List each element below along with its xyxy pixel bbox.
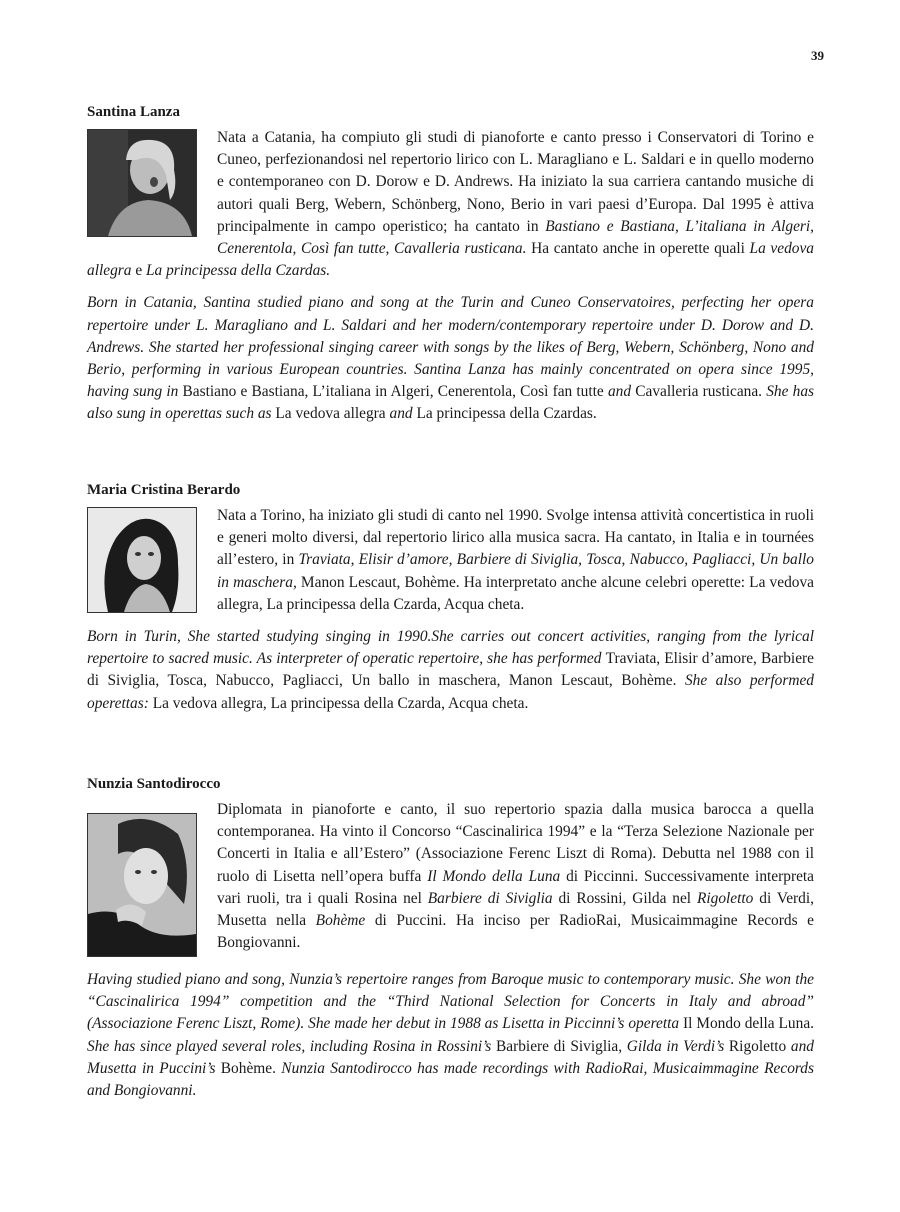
bio-text-segment: La principessa della Czardas.: [146, 262, 331, 280]
bio-text-segment: Nunzia Santodirocco has made recordings with RadioRai, Musicaimmagine Records and Bongiovanni.: [87, 1059, 814, 1100]
bio-name: Maria Cristina Berardo: [87, 482, 241, 498]
bio-text-segment: Having studied piano and song, Nunzia’s repertoire ranges from Baroque music to contemporary music. She won the “Cascinalirica 1994” competition and the “Third National Selection for Concerts in Italy and abroad” (Associazione Ferenc Liszt, Rome). She made her debut in 1988 as Lisetta in Piccinni’s operetta: [87, 971, 814, 1033]
bio-italian-text: [87, 127, 814, 282]
bio-maria-cristina-berardo: [87, 482, 814, 715]
bio-italian-text: [87, 505, 814, 616]
bio-text-segment: She has also sung in operettas such as: [87, 383, 815, 423]
bio-text-segment: La vedova allegra: [87, 240, 814, 280]
bio-text-segment: Manon Lescaut, Bohème. Ha interpretato anche alcune celebri operette: La vedova allegra, La principessa della Czarda, Acqua cheta.: [217, 573, 814, 613]
bio-english-text: [87, 969, 814, 1102]
bio-text-segment: Born in Turin, She started studying singing in 1990.She carries out concert activities, ranging from the lyrical repertoire to sacred music. As interpreter of operatic repertoire, she has performed: [87, 628, 814, 668]
bio-text-segment: Bastiano e Bastiana, L’italiana in Algeri, Cenerentola, Così fan tutte, Cavalleria rusticana.: [217, 217, 815, 258]
bio-santina-lanza: [87, 104, 814, 426]
bio-text-segment: di Rossini, Gilda nel: [552, 889, 697, 907]
bio-text-segment: Traviata, Elisir d’amore, Barbiere di Siviglia, Tosca, Nabucco, Pagliacci, Un ballo in maschera,: [217, 551, 814, 591]
bio-name: Santina Lanza: [87, 104, 180, 120]
bio-italian-text: [87, 799, 814, 959]
bio-text-segment: Nata a Torino, ha iniziato gli studi di canto nel 1990. Svolge intensa attività concertistica in ruoli e generi molto diversi, dal repertorio lirico alla musica sacra. Ha cantato, in Italia e in tournées all’estero, in: [217, 507, 814, 569]
bio-text-segment: Traviata, Elisir d’amore, Barbiere di Siviglia, Tosca, Nabucco, Pagliacci, Un ballo in maschera, Manon Lescaut, Bohème.: [87, 650, 814, 690]
portrait-photo: [87, 507, 197, 613]
bio-name: Nunzia Santodirocco: [87, 776, 221, 792]
bio-english-text: [87, 626, 814, 715]
bio-text-segment: Barbiere di Siviglia,: [496, 1037, 623, 1055]
bio-text-segment: Ha cantato anche in operette quali: [526, 240, 750, 258]
bio-text-segment: and: [385, 405, 417, 423]
bio-nunzia-santodirocco: [87, 776, 814, 1102]
bio-text-segment: Rigoletto: [728, 1037, 787, 1055]
bio-text-segment: di Puccini. Ha inciso per RadioRai, Musicaimmagine Records e Bongiovanni.: [217, 912, 814, 952]
portrait-photo: [87, 813, 197, 957]
bio-text-segment: Bohème: [315, 912, 366, 930]
bio-text-segment: and: [603, 383, 636, 401]
bio-text-segment: Born in Catania, Santina studied piano and song at the Turin and Cuneo Conservatoires, perfecting her opera repertoire under L. Maragliano and L. Saldari and her modern/contemporary repertoire under D. Dorow and D. Andrews. She started her professional singing career with songs by the likes of Berg, Webern, Schönberg, Nono and Berio, performing in various European countries. Santina Lanza has mainly concentrated on opera since 1995, having sung in: [87, 294, 814, 401]
bio-text-segment: La vedova allegra: [275, 405, 386, 423]
bio-text-segment: Barbiere di Siviglia: [427, 889, 553, 907]
bio-text-segment: Bohème.: [220, 1059, 276, 1077]
bio-text-segment: di Verdi, Musetta nella: [217, 889, 814, 930]
bio-text-segment: She has since played several roles, including Rosina in Rossini’s: [87, 1037, 496, 1055]
portrait-photo: [87, 129, 197, 237]
bio-text-segment: and Musetta in Puccini’s: [87, 1037, 814, 1077]
bio-text-segment: Diplomata in pianoforte e canto, il suo repertorio spazia dalla musica barocca a quella contemporanea. Ha vinto il Concorso “Cascinalirica 1994” e la “Terza Selezione Nazionale per Concerti in Italia e all’Estero” (Associazione Ferenc Liszt di Roma). Debutta nel 1988 con il ruolo di Lisetta nell’opera buffa: [217, 801, 814, 885]
page-number: 39: [811, 48, 824, 63]
bio-text-segment: La principessa della Czardas.: [416, 405, 597, 423]
bio-text-segment: di Piccinni. Successivamente interpreta vari ruoli, tra i quali Rosina nel: [217, 867, 815, 907]
bio-text-segment: Il Mondo della Luna.: [682, 1015, 814, 1033]
bio-text-segment: Rigoletto: [696, 889, 754, 907]
bio-text-segment: La vedova allegra, La principessa della Czarda, Acqua cheta.: [148, 694, 529, 712]
bio-text-segment: She also performed operettas:: [87, 672, 814, 712]
bio-text-segment: Bastiano e Bastiana, L’italiana in Algeri, Cenerentola, Così fan tutte: [182, 383, 604, 401]
bio-text-segment: Nata a Catania, ha compiuto gli studi di pianoforte e canto presso i Conservatori di Torino e Cuneo, perfezionandosi nel repertorio lirico con L. Maragliano e L. Saldari e in quello moderno e contemporaneo con D. Dorow e D. Andrews. Ha iniziato la sua carriera cantando musiche di autori quali Berg, Webern, Schönberg, Nono, Berio in vari paesi d’Europa. Dal 1995 è attiva principalmente in campo operistico; ha cantato in: [217, 129, 814, 235]
bio-text-segment: Gilda in Verdi’s: [622, 1037, 729, 1055]
bio-text-segment: Cavalleria rusticana.: [635, 383, 763, 401]
bio-text-segment: Il Mondo della Luna: [427, 867, 561, 885]
bio-english-text: [87, 292, 814, 425]
bio-text-segment: e: [131, 262, 146, 280]
